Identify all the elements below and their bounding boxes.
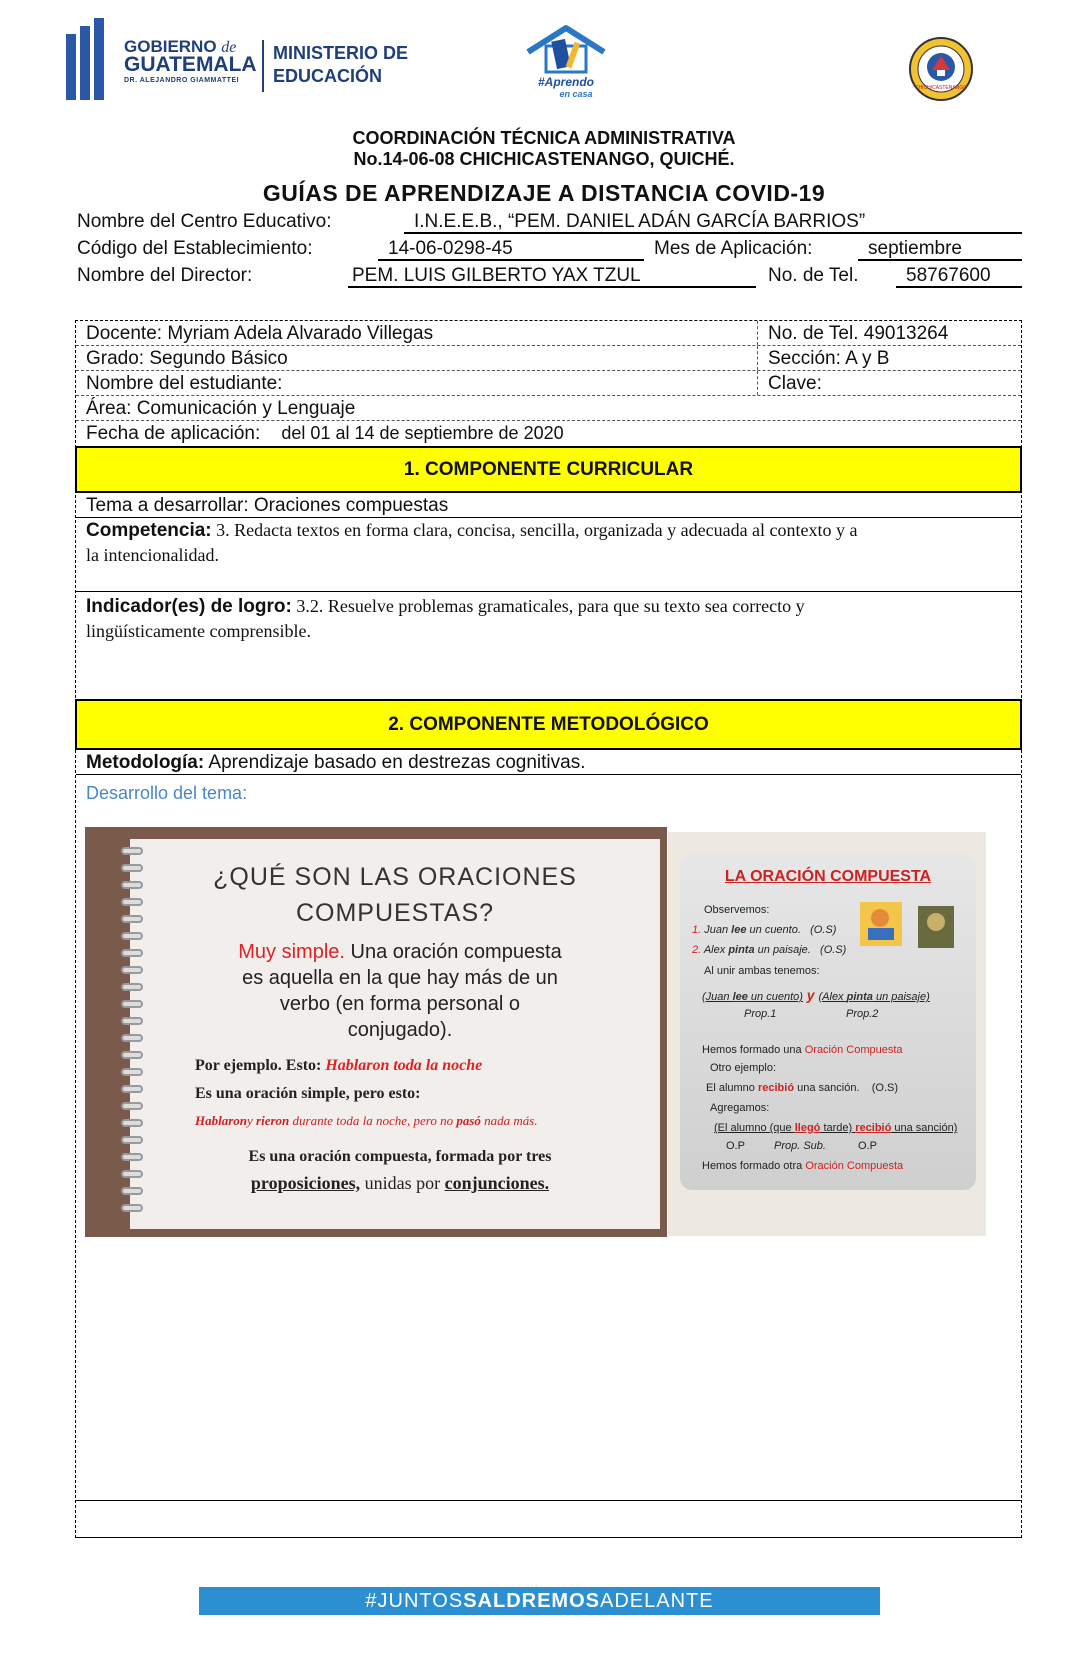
slide-illustration-icon bbox=[860, 900, 960, 956]
aprendo-en-casa-logo bbox=[522, 24, 610, 100]
indicador-label: Indicador(es) de logro: bbox=[86, 596, 292, 617]
slide-line-1: 1. Juan lee un cuento. (O.S) bbox=[692, 924, 837, 936]
indicador-row bbox=[76, 592, 1021, 699]
slide-agregamos: Agregamos: bbox=[710, 1102, 770, 1114]
slide-observemos: Observemos: bbox=[704, 904, 770, 916]
slide-hemos-1: Hemos formado una Oración Compuesta bbox=[702, 1044, 903, 1056]
slide-image bbox=[668, 832, 986, 1236]
slide-unir: Al unir ambas tenemos: bbox=[704, 965, 820, 977]
desarrollo-heading: Desarrollo del tema: bbox=[86, 783, 248, 803]
svg-text:#Aprendo: #Aprendo bbox=[537, 75, 595, 89]
tel-value: 58767600 bbox=[896, 264, 1022, 288]
ministry-logo-text: MINISTERIO DE EDUCACIÓN bbox=[273, 43, 409, 86]
competencia-row bbox=[76, 518, 1021, 592]
clave-field: Clave: bbox=[757, 371, 1021, 395]
notebook-definition: Muy simple. Una oración compuesta es aquella en la que hay más de un verbo (en forma personal o conjugado). bbox=[238, 941, 562, 1041]
government-logo-text: GOBIERNO de GUATEMALA bbox=[124, 37, 257, 76]
slide-prop-1: Prop.1 bbox=[744, 1008, 777, 1020]
hashtag-banner: #JUNTOSSALDREMOSADELANTE bbox=[199, 1587, 880, 1615]
section-componente-metodologico: 2. COMPONENTE METODOLÓGICO bbox=[75, 699, 1022, 750]
fecha-value: del 01 al 14 de septiembre de 2020 bbox=[281, 423, 564, 443]
notebook-example-1: Por ejemplo. Esto: Hablaron toda la noche bbox=[195, 1057, 483, 1074]
director-value: PEM. LUIS GILBERTO YAX TZUL bbox=[348, 264, 756, 288]
form-bottom-divider bbox=[76, 1500, 1021, 1501]
slide-prop-sub: Prop. Sub. bbox=[774, 1140, 826, 1152]
coordination-title: COORDINACIÓN TÉCNICA ADMINISTRATIVA No.14-06-08 CHICHICASTENANGO, QUICHÉ. bbox=[352, 128, 736, 169]
school-emblem-logo bbox=[908, 36, 974, 102]
estudiante-field: Nombre del estudiante: bbox=[86, 373, 283, 394]
tel-label: No. de Tel. bbox=[768, 265, 859, 286]
fecha-row bbox=[76, 421, 1021, 446]
mes-label: Mes de Aplicación: bbox=[654, 238, 813, 259]
indicador-field bbox=[76, 592, 1021, 699]
metodologia-text: Aprendizaje basado en destrezas cognitivas. bbox=[204, 752, 586, 773]
area-field: Área: Comunicación y Lenguaje bbox=[86, 398, 356, 419]
tema-field: Tema a desarrollar: Oraciones compuestas bbox=[86, 495, 449, 516]
notebook-spiral bbox=[121, 847, 151, 1227]
slide-title: LA ORACIÓN COMPUESTA bbox=[724, 868, 932, 885]
notebook-title: ¿QUÉ SON LAS ORACIONES COMPUESTAS? bbox=[213, 863, 577, 927]
slide-panel bbox=[680, 854, 976, 1190]
notebook-conclusion: Es una oración compuesta, formada por tres proposiciones, unidas por conjunciones. bbox=[248, 1148, 552, 1193]
fecha-label: Fecha de aplicación: bbox=[86, 423, 261, 444]
director-label: Nombre del Director: bbox=[77, 265, 253, 286]
government-logo-bars bbox=[66, 18, 116, 102]
competencia-field bbox=[76, 518, 1021, 591]
competencia-text-2: la intencionalidad. bbox=[86, 545, 219, 565]
slide-prop-2: Prop.2 bbox=[846, 1008, 879, 1020]
fecha-field bbox=[76, 421, 1021, 446]
indicador-text-2: lingüísticamente comprensible. bbox=[86, 621, 311, 641]
slide-op-1: O.P bbox=[726, 1140, 745, 1152]
metodologia-label: Metodología: bbox=[86, 752, 205, 773]
competencia-label: Competencia: bbox=[86, 520, 212, 541]
metodologia-field bbox=[76, 750, 1021, 774]
tema-row bbox=[76, 493, 1021, 518]
slide-hemos-2: Hemos formado otra Oración Compuesta bbox=[702, 1160, 904, 1172]
docente-tel-field: No. de Tel. 49013264 bbox=[757, 321, 1021, 345]
slide-line-3: (Juan lee un cuento) y (Alex pinta un paisaje) bbox=[702, 987, 930, 1003]
docente-row bbox=[76, 321, 1021, 346]
notebook-example-3: Hablarony rieron durante toda la noche, pero no pasó nada más. bbox=[195, 1113, 538, 1128]
slide-line-5: (El alumno (que llegó tarde) recibió una sanción) bbox=[714, 1122, 958, 1134]
seccion-field: Sección: A y B bbox=[757, 346, 1021, 370]
guide-title: GUÍAS DE APRENDIZAJE A DISTANCIA COVID-19 bbox=[262, 180, 826, 206]
slide-line-2: 2. Alex pinta un paisaje. (O.S) bbox=[692, 944, 847, 956]
estudiante-row bbox=[76, 371, 1021, 396]
mes-value: septiembre bbox=[858, 237, 1022, 261]
grado-row bbox=[76, 346, 1021, 371]
slide-op-2: O.P bbox=[858, 1140, 877, 1152]
svg-text:en casa: en casa bbox=[559, 89, 593, 99]
codigo-label: Código del Establecimiento: bbox=[77, 238, 313, 259]
centro-value: I.N.E.E.B., “PEM. DANIEL ADÁN GARCÍA BARRIOS” bbox=[404, 210, 1022, 234]
centro-label: Nombre del Centro Educativo: bbox=[77, 211, 332, 232]
logo-divider bbox=[262, 40, 264, 92]
competencia-text: 3. Redacta textos en forma clara, concisa, sencilla, organizada y adecuada al contexto y a bbox=[211, 520, 858, 540]
desarrollo-row bbox=[76, 781, 1021, 811]
slide-line-4: El alumno recibió una sanción. (O.S) bbox=[706, 1082, 899, 1094]
docente-field: Docente: Myriam Adela Alvarado Villegas bbox=[86, 323, 434, 344]
notebook-image bbox=[85, 827, 667, 1237]
svg-text:CHICHICASTENANGO: CHICHICASTENANGO bbox=[914, 85, 968, 91]
notebook-example-2: Es una oración simple, pero esto: bbox=[195, 1085, 421, 1102]
indicador-text: 3.2. Resuelve problemas gramaticales, para que su texto sea correcto y bbox=[291, 596, 805, 616]
codigo-value: 14-06-0298-45 bbox=[378, 237, 644, 261]
metodologia-row bbox=[76, 750, 1021, 775]
government-logo-subtitle: DR. ALEJANDRO GIAMMATTEI bbox=[124, 77, 240, 84]
area-row bbox=[76, 396, 1021, 421]
slide-otro-ejemplo: Otro ejemplo: bbox=[710, 1062, 777, 1074]
section-componente-curricular: 1. COMPONENTE CURRICULAR bbox=[75, 446, 1022, 493]
grado-field: Grado: Segundo Básico bbox=[86, 348, 288, 369]
notebook-paper bbox=[130, 839, 660, 1229]
